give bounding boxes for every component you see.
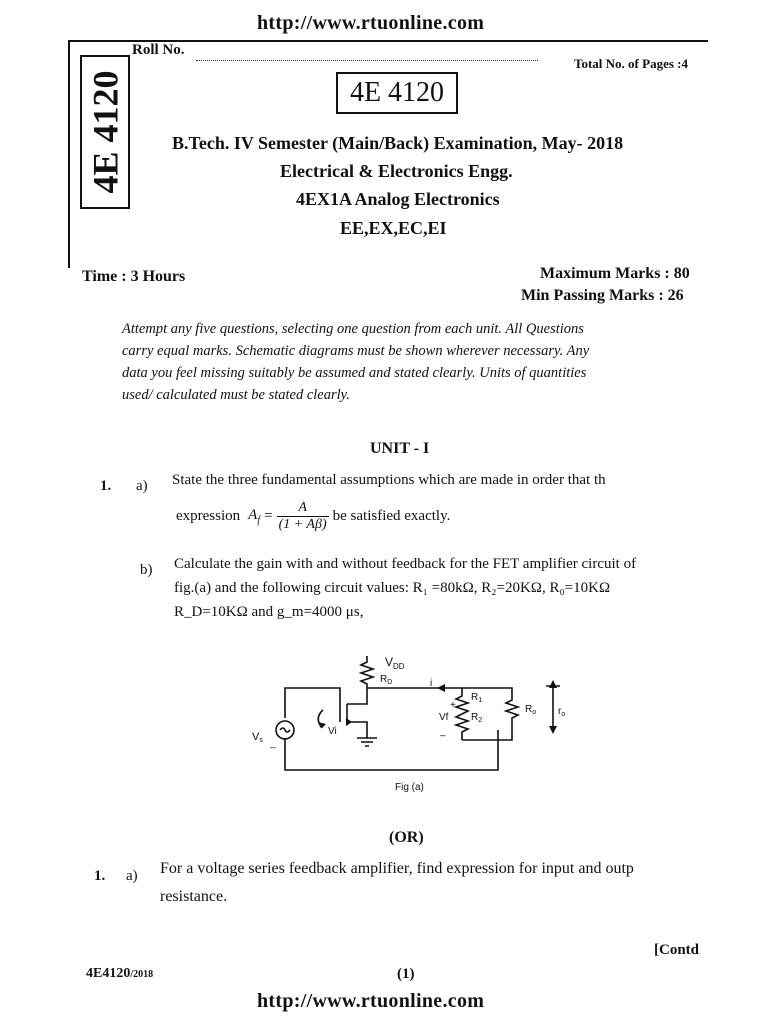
- r2-resistor: [456, 714, 468, 740]
- instructions-line-4: used/ calculated must be stated clearly.: [122, 387, 350, 403]
- fet-source-arrowhead: [346, 718, 352, 726]
- expression-lhs: A: [248, 507, 258, 523]
- footer-year: /2018: [130, 969, 154, 980]
- question-text: State the three fundamental assumptions which are made in order that th: [172, 472, 606, 488]
- ground-symbol: [357, 738, 377, 746]
- input-wire: [285, 688, 340, 718]
- ro-output-label: $r_o$: [558, 706, 566, 718]
- question-text: resistance.: [160, 888, 228, 905]
- unit-heading: UNIT - I: [370, 440, 430, 457]
- roll-no-label: Roll No.: [132, 42, 185, 58]
- expression-equals: =: [264, 508, 273, 524]
- rd-resistor: [361, 656, 373, 688]
- source-wire: [347, 722, 367, 738]
- paper-code-box: 4E 4120: [336, 72, 458, 114]
- page-number: (1): [397, 966, 415, 982]
- side-paper-code: [80, 55, 130, 209]
- subject-name: 4EX1A Analog Electronics: [296, 189, 500, 209]
- current-label: i: [430, 678, 433, 689]
- r1-label: $R_1$: [471, 692, 483, 704]
- min-passing-marks: Min Passing Marks : 26: [521, 287, 684, 304]
- question-number: 1.: [100, 478, 112, 494]
- vs-minus: _: [270, 738, 276, 749]
- r2-label: $R_2$: [471, 712, 483, 724]
- fet-amplifier-circuit: [240, 648, 600, 798]
- continued-label: [Contd: [654, 942, 700, 958]
- vf-label: Vf: [439, 712, 449, 723]
- maximum-marks: Maximum Marks : 80: [540, 265, 690, 282]
- bottom-return-wire: [285, 730, 498, 770]
- instructions-line-2: carry equal marks. Schematic diagrams must be shown wherever necessary. Any: [122, 343, 590, 359]
- vf-plus: +: [450, 700, 456, 711]
- vf-minus: _: [440, 726, 446, 737]
- current-arrowhead: [437, 684, 445, 692]
- ro-down-arrowhead: [549, 726, 557, 734]
- question-part-label: a): [126, 868, 138, 884]
- question-text: For a voltage series feedback amplifier, find expression for input and outp: [160, 860, 634, 877]
- question-text: Calculate the gain with and without feedback for the FET amplifier circuit of: [174, 556, 637, 572]
- expression-lhs-subscript: f: [257, 515, 261, 526]
- exam-title: B.Tech. IV Semester (Main/Back) Examination, May- 2018: [172, 133, 624, 153]
- question-text: fig.(a) and the following circuit values: R₁ =80kΩ, R₂=20KΩ, R₀=10KΩ: [174, 580, 611, 596]
- vi-label: Vi: [328, 726, 337, 737]
- branch-codes: EE,EX,EC,EI: [340, 218, 447, 238]
- footer-url: http://www.rtuonline.com: [257, 990, 485, 1012]
- roll-no-line: [196, 60, 538, 61]
- or-separator: (OR): [389, 829, 424, 846]
- footer-code: 4E4120: [86, 966, 131, 981]
- question-part-label: b): [140, 562, 153, 578]
- ro-label: $R_o$: [525, 704, 537, 716]
- vs-source-wave: [280, 728, 290, 732]
- question-text: R_D=10KΩ and g_m=4000 μs,: [174, 604, 364, 620]
- r1-resistor: [456, 688, 468, 714]
- expression-fraction: [277, 500, 329, 533]
- footer-paper-code: [86, 966, 153, 982]
- drain-wire: [347, 688, 367, 704]
- side-paper-code-text: 4E 4120: [85, 70, 126, 194]
- total-pages: Total No. of Pages :4: [574, 56, 688, 71]
- instructions-line-1: Attempt any five questions, selecting one question from each unit. All Questions: [122, 321, 584, 337]
- instructions-line-3: data you feel missing suitably be assumed and stated clearly. Units of quantities: [122, 365, 587, 381]
- vs-label: Vs: [252, 731, 263, 744]
- question-number: 1.: [94, 868, 106, 884]
- branch-name: Electrical & Electronics Engg.: [280, 161, 513, 181]
- instructions: [122, 318, 707, 406]
- question-part-label: a): [136, 478, 148, 494]
- vdd-label: $V_{DD}$: [385, 655, 405, 671]
- header-box-left-border: [68, 40, 70, 268]
- header-url: http://www.rtuonline.com: [257, 12, 485, 34]
- exam-time: Time : 3 Hours: [82, 268, 186, 285]
- expression-prefix: expression: [176, 508, 241, 524]
- rd-label: $R_D$: [380, 674, 393, 686]
- ro-up-arrowhead: [549, 680, 557, 688]
- figure-caption: Fig (a): [395, 782, 424, 793]
- expression-numerator: A: [277, 500, 329, 517]
- expression-denominator: (1 + Aβ): [278, 517, 327, 532]
- feedback-gain-expression: [176, 500, 450, 533]
- expression-suffix: be satisfied exactly.: [332, 508, 451, 524]
